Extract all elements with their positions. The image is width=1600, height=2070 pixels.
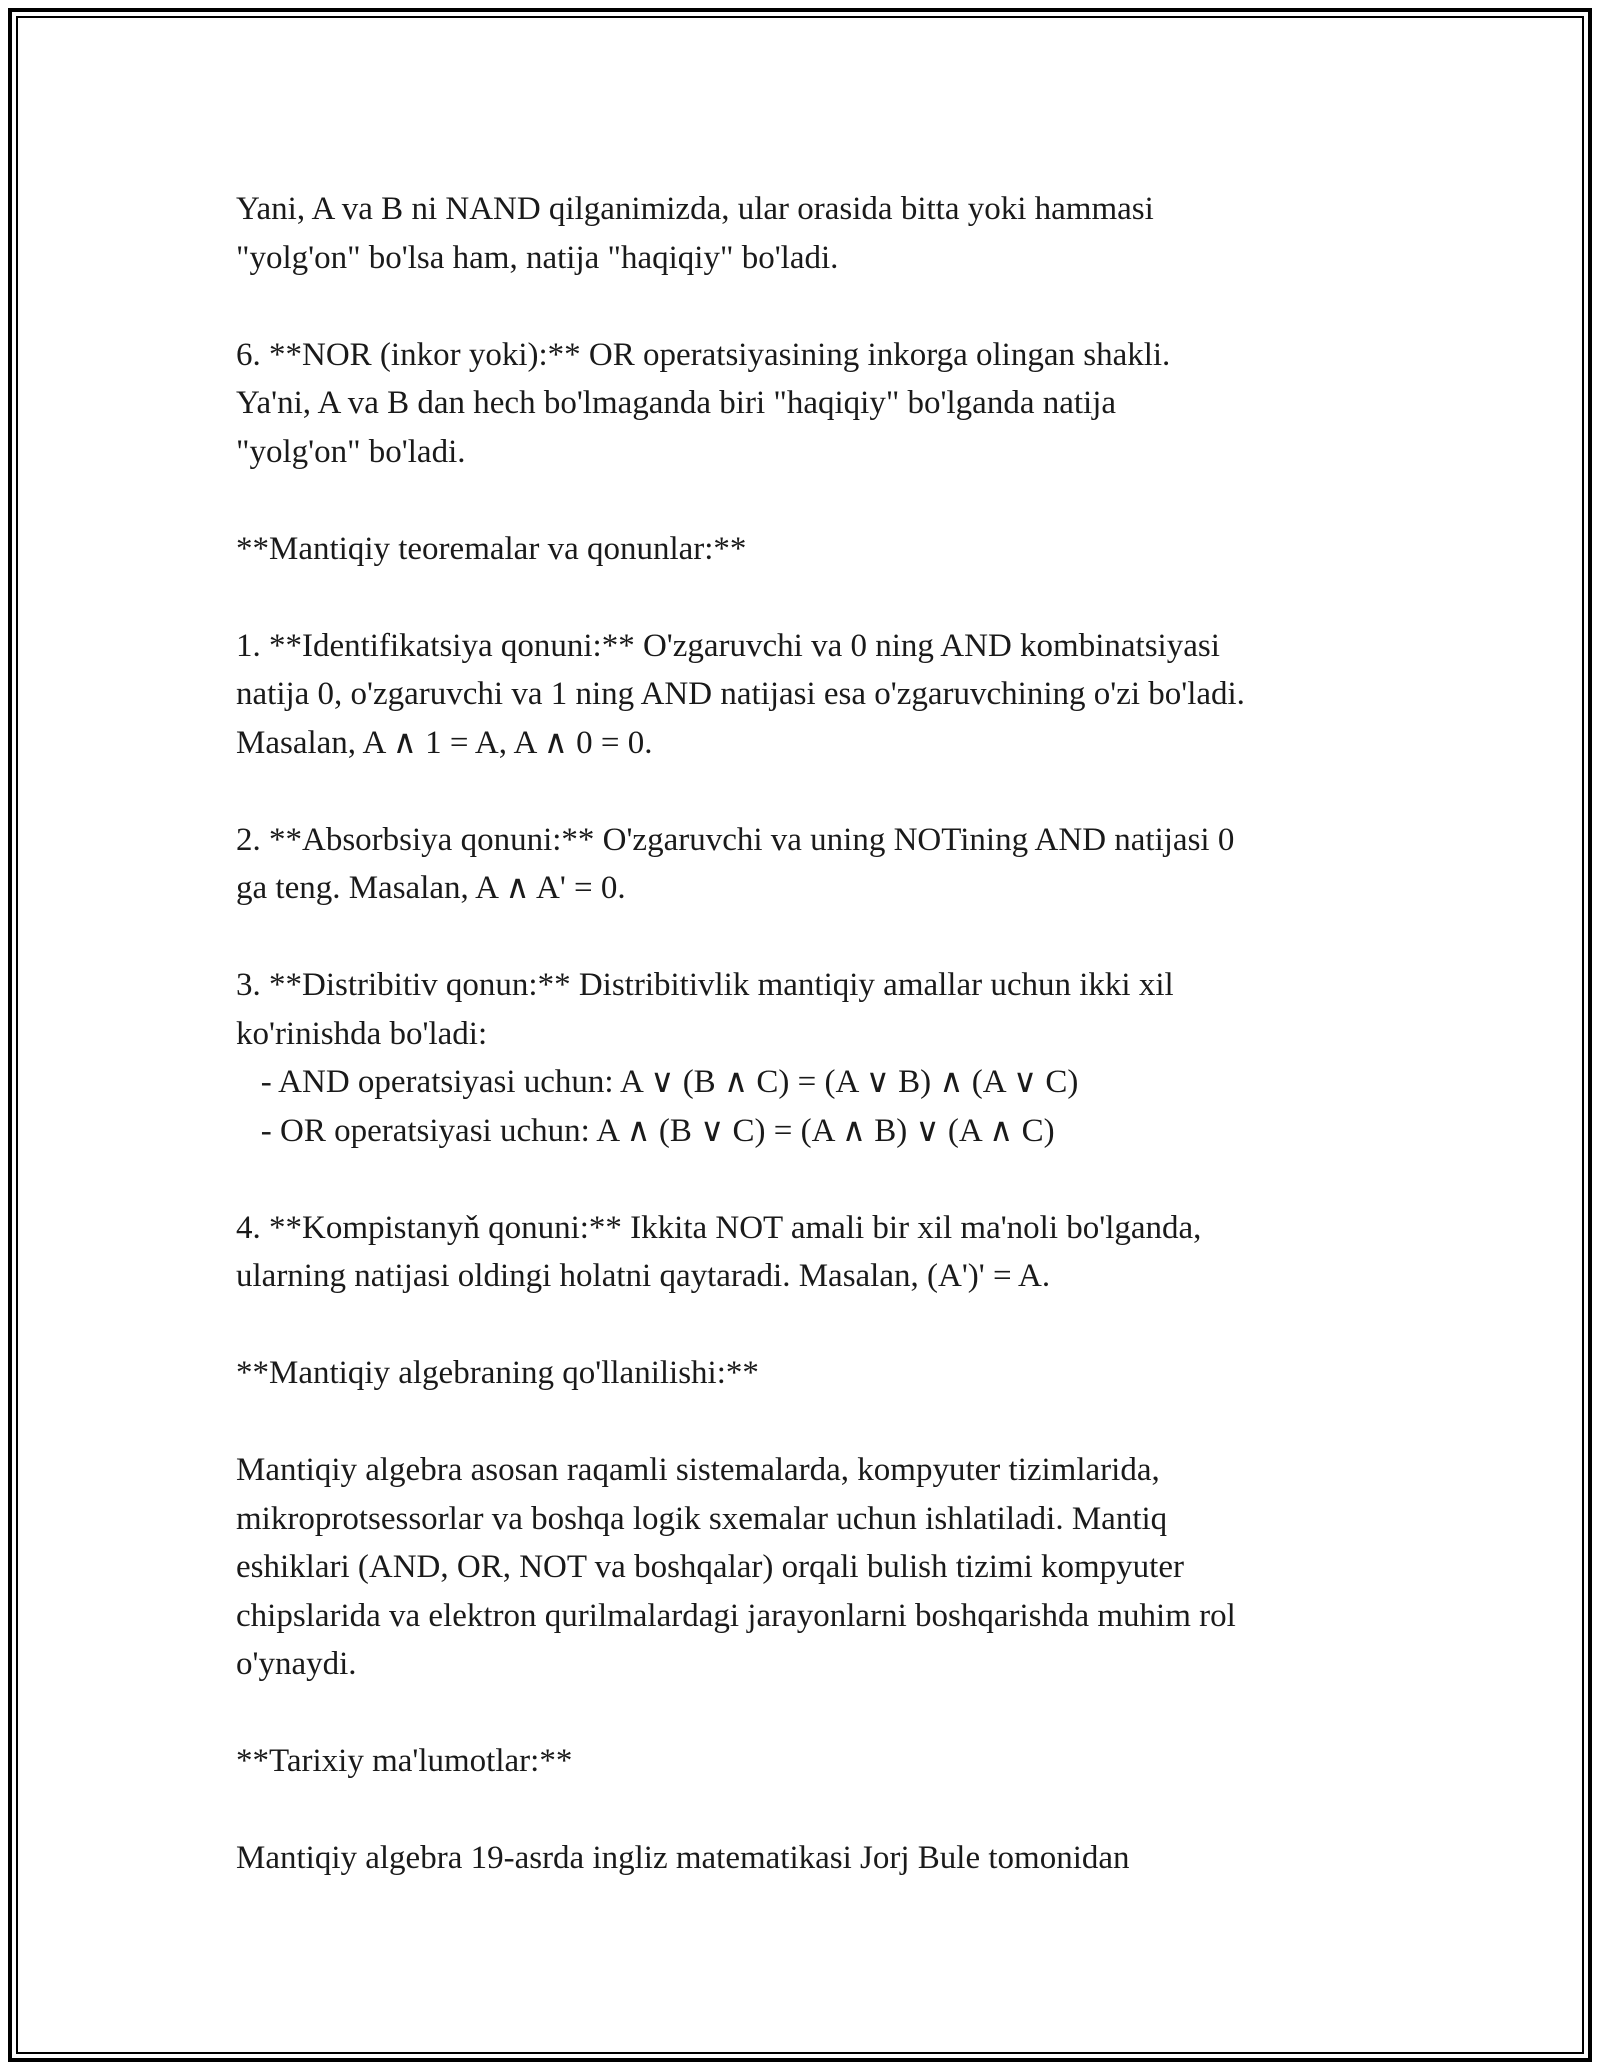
text-line: 4. **Kompistanyň qonuni:** Ikkita NOT amali bir xil ma'noli bo'lganda, — [236, 1209, 1202, 1246]
blank-line — [236, 1689, 1396, 1738]
section-heading: **Mantiqiy algebraning qo'llanilishi:** — [236, 1355, 759, 1391]
section-heading: **Tarixiy ma'lumotlar:** — [236, 1743, 573, 1779]
blank-line — [236, 476, 1396, 525]
text-line: ularning natijasi oldingi holatni qaytaradi. Masalan, (A')' = A. — [236, 1258, 1051, 1294]
list-item: - AND operatsiyasi uchun: A ∨ (B ∧ C) = (A ∨ B) ∧ (A ∨ C) — [236, 1064, 1079, 1100]
text-line: natija 0, o'zgaruvchi va 1 ning AND natijasi esa o'zgaruvchining o'zi bo'ladi. — [236, 676, 1245, 712]
text-line: 6. **NOR (inkor yoki):** OR operatsiyasining inkorga olingan shakli. — [236, 336, 1171, 373]
blank-line — [236, 1786, 1396, 1835]
blank-line — [236, 913, 1396, 962]
text-line: mikroprotsessorlar va boshqa logik sxemalar uchun ishlatiladi. Mantiq — [236, 1500, 1168, 1537]
text-line: Masalan, A ∧ 1 = A, A ∧ 0 = 0. — [236, 724, 653, 761]
text-line: eshiklari (AND, OR, NOT va boshqalar) orqali bulish tizimi kompyuter — [236, 1549, 1184, 1585]
section-heading: **Mantiqiy teoremalar va qonunlar:** — [236, 530, 747, 567]
text-line: Mantiqiy algebra asosan raqamli sistemalarda, kompyuter tizimlarida, — [236, 1452, 1160, 1488]
text-line: "yolg'on" bo'lsa ham, natija "haqiqiy" bo'ladi. — [236, 239, 839, 276]
document-body — [236, 185, 1396, 1883]
text-line: "yolg'on" bo'ladi. — [236, 433, 466, 470]
list-item: - OR operatsiyasi uchun: A ∧ (B ∨ C) = (A ∧ B) ∨ (A ∧ C) — [236, 1112, 1055, 1149]
blank-line — [236, 1398, 1396, 1447]
blank-line — [236, 282, 1396, 331]
text-line: o'ynaydi. — [236, 1646, 357, 1682]
text-line: Ya'ni, A va B dan hech bo'lmaganda biri "haqiqiy" bo'lganda natija — [236, 385, 1117, 421]
text-line: 1. **Identifikatsiya qonuni:** O'zgaruvchi va 0 ning AND kombinatsiyasi — [236, 627, 1220, 664]
blank-line — [236, 1155, 1396, 1204]
text-line: 3. **Distribitiv qonun:** Distribitivlik mantiqiy amallar uchun ikki xil — [236, 967, 1174, 1003]
text-line: Yani, A va B ni NAND qilganimizda, ular orasida bitta yoki hammasi — [236, 191, 1154, 227]
blank-line — [236, 573, 1396, 622]
text-line: Mantiqiy algebra 19-asrda ingliz matematikasi Jorj Bule tomonidan — [236, 1840, 1130, 1876]
text-line: 2. **Absorbsiya qonuni:** O'zgaruvchi va uning NOTining AND natijasi 0 — [236, 821, 1235, 858]
text-line: chipslarida va elektron qurilmalardagi jarayonlarni boshqarishda muhim rol — [236, 1597, 1236, 1634]
blank-line — [236, 1301, 1396, 1350]
blank-line — [236, 767, 1396, 816]
text-line: ko'rinishda bo'ladi: — [236, 1015, 488, 1052]
text-line: ga teng. Masalan, A ∧ A' = 0. — [236, 870, 626, 906]
